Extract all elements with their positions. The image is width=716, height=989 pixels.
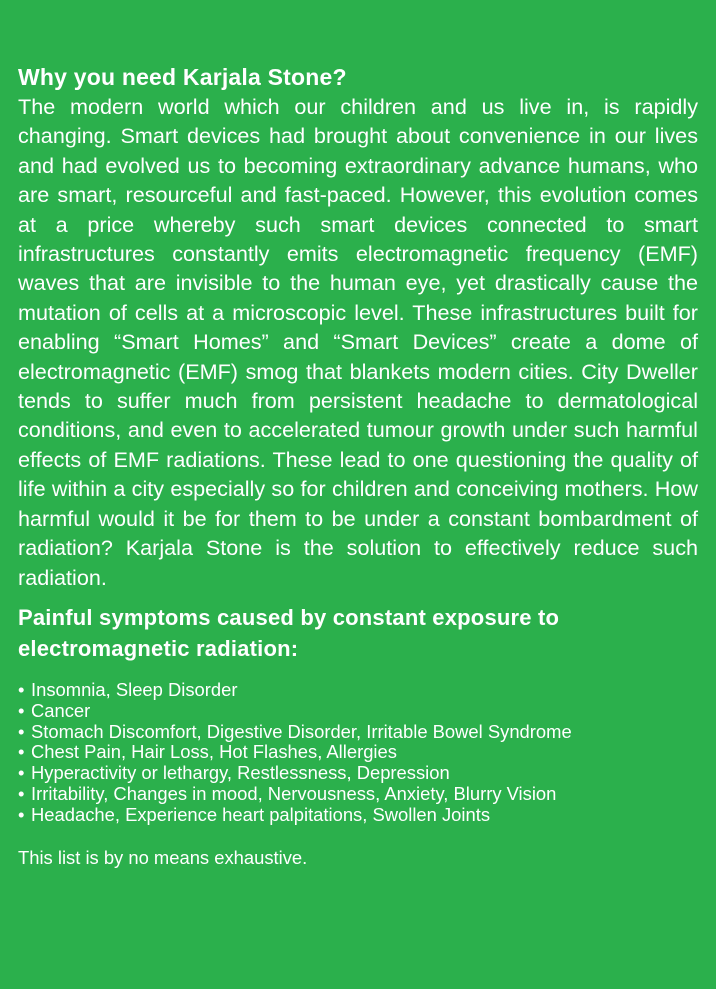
list-item-text: Insomnia, Sleep Disorder (31, 678, 238, 700)
list-item (18, 680, 698, 701)
page-title: Why you need Karjala Stone? (18, 64, 347, 90)
list-item (18, 742, 698, 763)
intro-paragraph: The modern world which our children and us live in, is rapidly changing. Smart devices had brought about convenience in our lives and had evolved us to becoming extraordinary advance humans, who are smart, resourceful and fast-paced. However, this evolution comes at a price whereby such smart devices connected to smart infrastructures constantly emits electromagnetic frequency (EMF) waves that are invisible to the human eye, yet drastically cause the mutation of cells at a microscopic level. These infrastructures built for enabling “Smart Homes” and “Smart Devices” create a dome of electromagnetic (EMF) smog that blankets modern cities. City Dweller tends to suffer much from persistent headache to dermatological conditions, and even to accelerated tumour growth under such harmful effects of EMF radiations. These lead to one questioning the quality of life within a city especially so for children and conceiving mothers. How harmful would it be for them to be under a constant bombardment of radiation? Karjala Stone is the solution to effectively reduce such radiation. (18, 94, 698, 590)
bullet-icon: • (18, 720, 25, 742)
list-item (18, 784, 698, 805)
bullet-icon: • (18, 699, 25, 721)
footnote: This list is by no means exhaustive. (18, 847, 308, 869)
bullet-icon: • (18, 762, 25, 784)
bullet-icon: • (18, 678, 25, 700)
bullet-icon: • (18, 803, 25, 825)
list-item (18, 763, 698, 784)
list-item-text: Chest Pain, Hair Loss, Hot Flashes, Allergies (31, 741, 397, 763)
bullet-icon: • (18, 741, 25, 763)
list-item (18, 805, 698, 826)
list-item-text: Irritability, Changes in mood, Nervousness, Anxiety, Blurry Vision (31, 782, 557, 804)
list-item (18, 701, 698, 722)
list-item-text: Headache, Experience heart palpitations, Swollen Joints (31, 803, 491, 825)
symptoms-heading: Painful symptoms caused by constant exposure to electromagnetic radiation: (18, 604, 560, 661)
list-item-text: Hyperactivity or lethargy, Restlessness, Depression (31, 762, 450, 784)
bullet-icon: • (18, 782, 25, 804)
list-item-text: Stomach Discomfort, Digestive Disorder, Irritable Bowel Syndrome (31, 720, 572, 742)
symptoms-list (18, 680, 698, 826)
list-item-text: Cancer (31, 699, 91, 721)
list-item (18, 722, 698, 743)
